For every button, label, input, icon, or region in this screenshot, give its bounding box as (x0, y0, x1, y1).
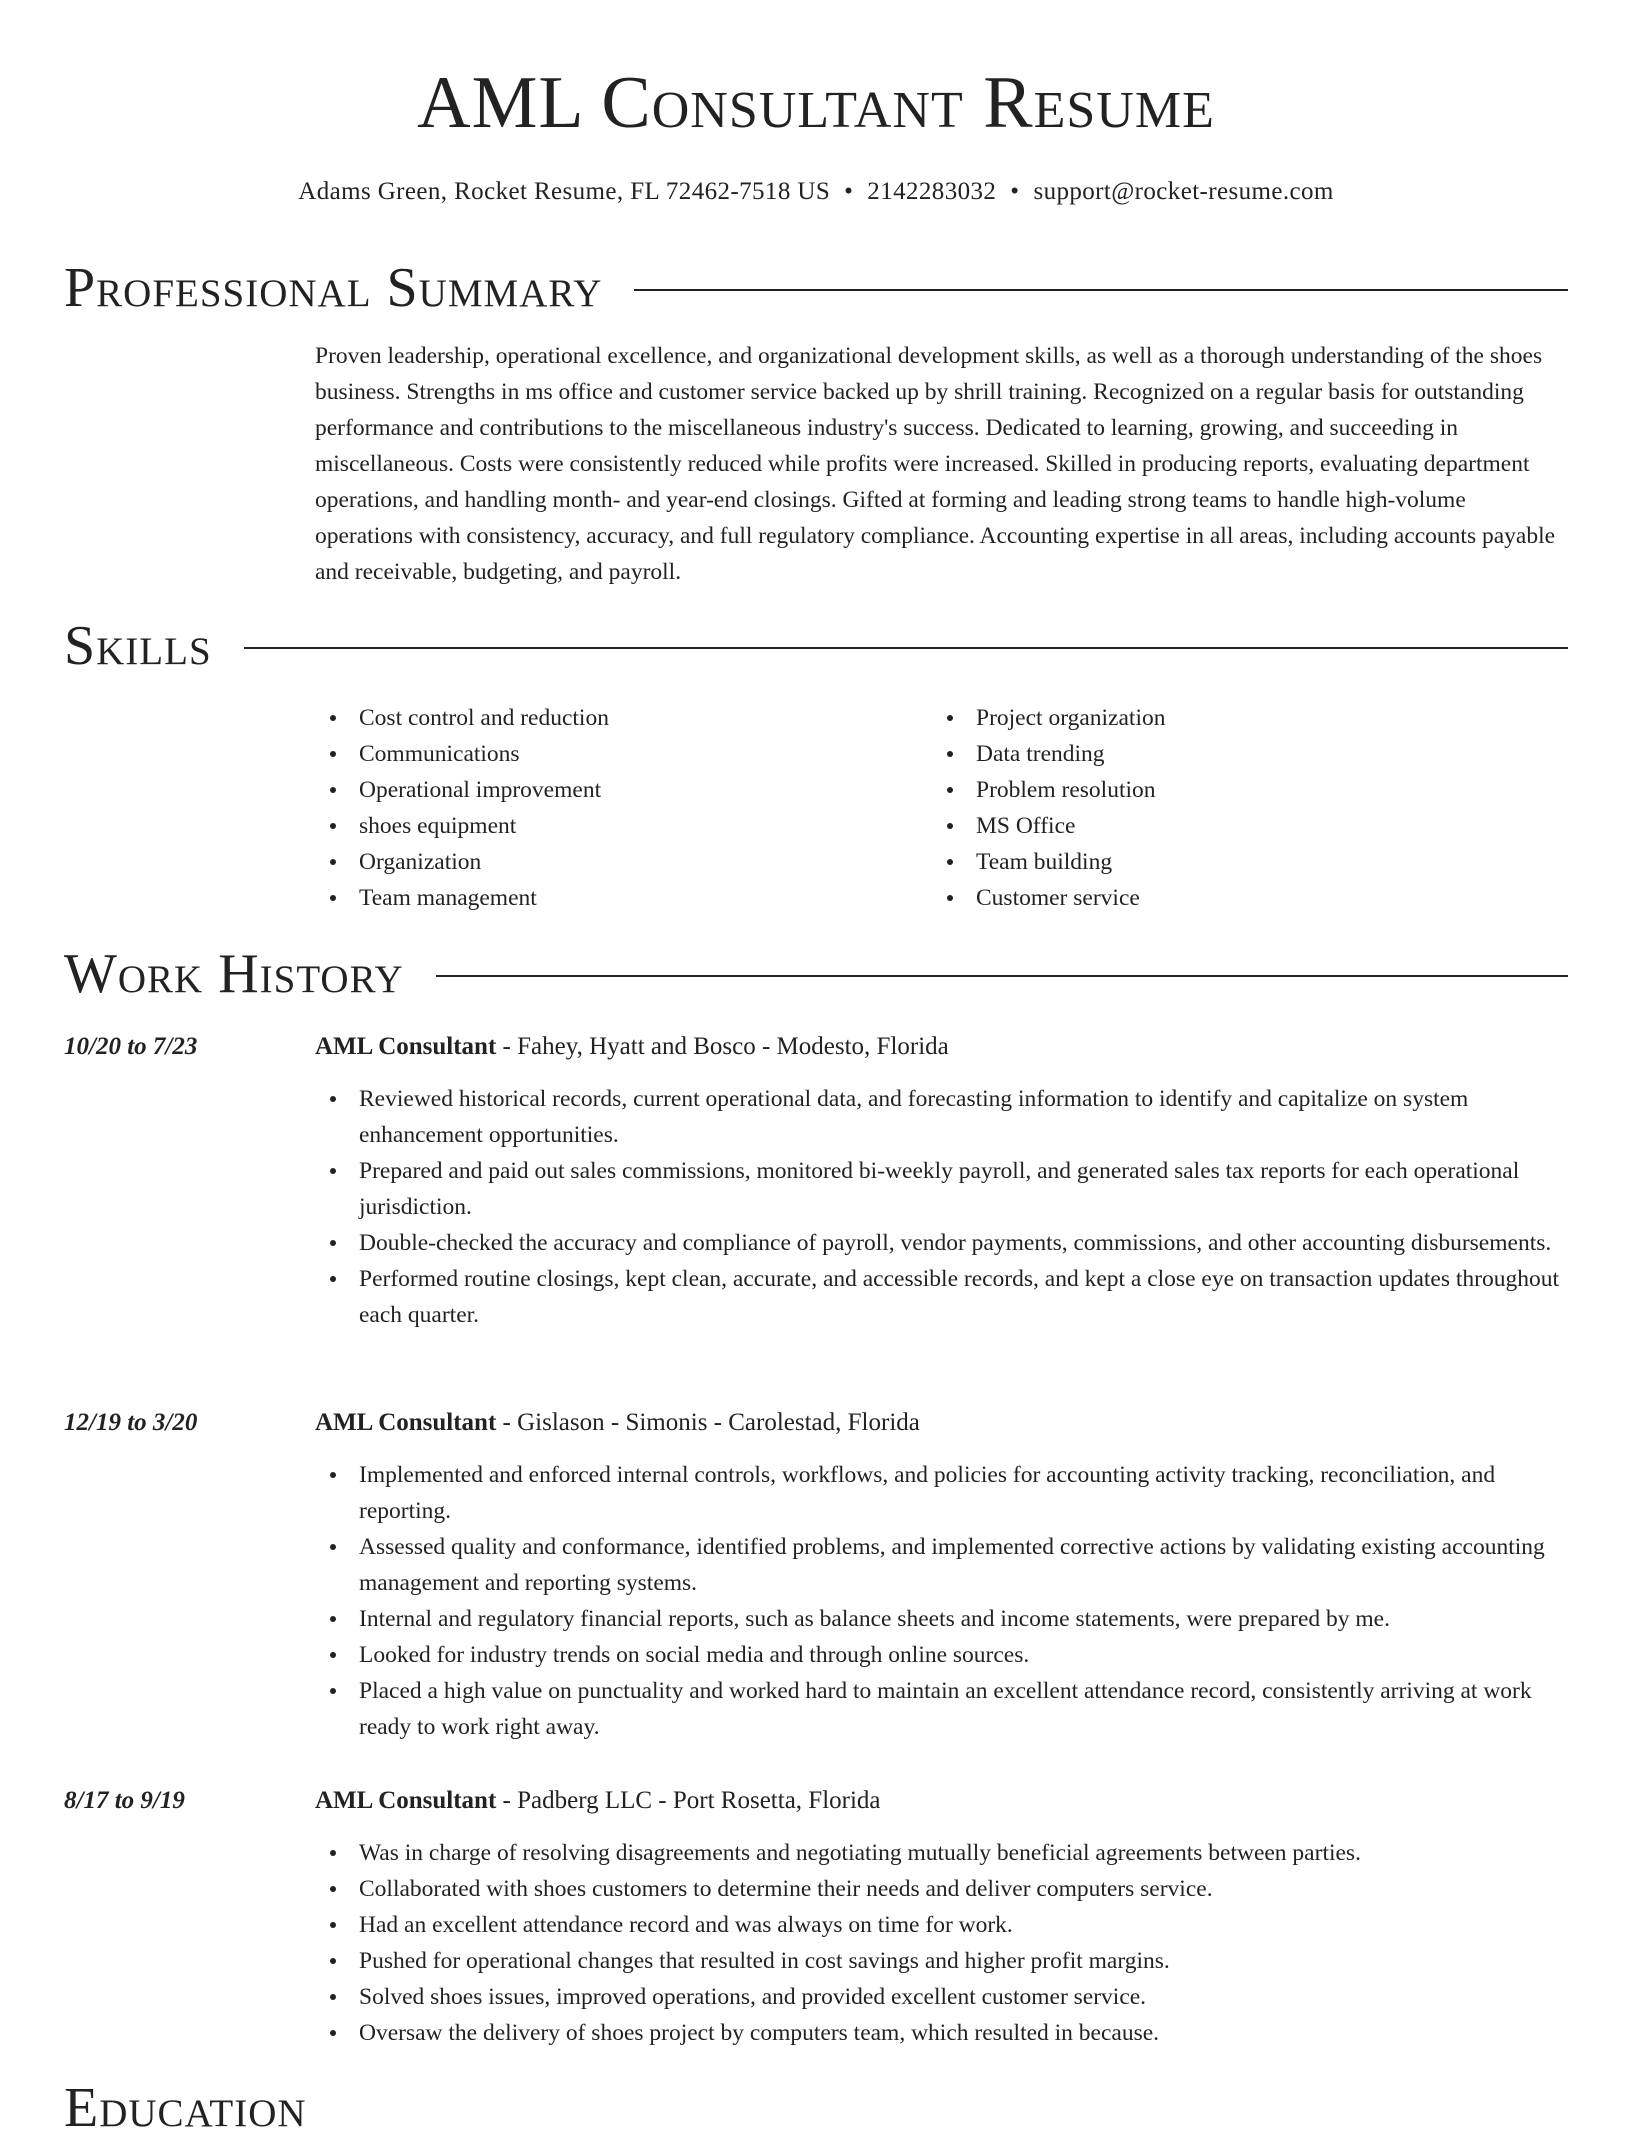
skill-item: MS Office (932, 808, 1549, 844)
job-role: AML Consultant (315, 1033, 497, 1060)
job-bullet: Implemented and enforced internal controls, workflows, and policies for accounting activity tracking, reconciliation, and reporting. (315, 1457, 1568, 1529)
job-role: AML Consultant (315, 1787, 497, 1814)
job-dates: 12/19 to 3/20 (64, 1409, 198, 1436)
job-bullet: Assessed quality and conformance, identified problems, and implemented corrective actions by validating existing accounting management and reporting systems. (315, 1529, 1568, 1601)
job-employer: - Padberg LLC - Port Rosetta, Florida (496, 1787, 881, 1814)
job-bullet: Oversaw the delivery of shoes project by computers team, which resulted in because. (315, 2015, 1568, 2051)
skill-item: shoes equipment (315, 808, 932, 844)
resume-title: AML Consultant Resume (417, 62, 1215, 144)
job-bullet: Internal and regulatory financial reports, such as balance sheets and income statements, were prepared by me. (315, 1601, 1568, 1637)
skills-section-header (64, 614, 1568, 678)
skill-item: Cost control and reduction (315, 700, 932, 736)
skill-item: Project organization (932, 700, 1549, 736)
skill-item: Problem resolution (932, 772, 1549, 808)
job-bullets (315, 1835, 1568, 2051)
contact-email: support@rocket-resume.com (1033, 178, 1334, 205)
summary-section-header (64, 256, 1568, 320)
education-section-title: Education (64, 2077, 307, 2139)
skill-item: Communications (315, 736, 932, 772)
job-bullet: Placed a high value on punctuality and worked hard to maintain an excellent attendance record, consistently arriving at work ready to work right away. (315, 1673, 1568, 1745)
job-employer: - Fahey, Hyatt and Bosco - Modesto, Florida (496, 1033, 949, 1060)
section-divider (436, 975, 1568, 977)
contact-separator: • (1010, 178, 1020, 205)
contact-line (0, 174, 1632, 210)
job-bullets (315, 1081, 1568, 1333)
skills-column-right (932, 700, 1549, 916)
skill-item: Team building (932, 844, 1549, 880)
skill-item: Team management (315, 880, 932, 916)
job-bullet: Was in charge of resolving disagreements and negotiating mutually beneficial agreements between parties. (315, 1835, 1568, 1871)
skill-item: Data trending (932, 736, 1549, 772)
job-bullet: Collaborated with shoes customers to determine their needs and deliver computers service. (315, 1871, 1568, 1907)
skill-item: Customer service (932, 880, 1549, 916)
job-role: AML Consultant (315, 1409, 497, 1436)
section-divider (244, 647, 1568, 649)
contact-phone: 2142283032 (867, 178, 997, 205)
job-dates: 10/20 to 7/23 (64, 1033, 198, 1060)
skill-item: Operational improvement (315, 772, 932, 808)
skills-column-left (315, 700, 932, 916)
job-bullet: Looked for industry trends on social media and through online sources. (315, 1637, 1568, 1673)
job-bullet: Double-checked the accuracy and compliance of payroll, vendor payments, commissions, and other accounting disbursements. (315, 1225, 1568, 1261)
job-heading (315, 1783, 881, 1819)
job-dates: 8/17 to 9/19 (64, 1787, 185, 1814)
summary-text: Proven leadership, operational excellence, and organizational development skills, as well as a thorough understanding of the shoes business. Strengths in ms office and customer service backed up by shrill training. Recognized on a regular basis for outstanding performance and contributions to the miscellaneous industry's success. Dedicated to learning, growing, and succeeding in miscellaneous. Costs were consistently reduced while profits were increased. Skilled in producing reports, evaluating department operations, and handling month- and year-end closings. Gifted at forming and leading strong teams to handle high-volume operations with consistency, accuracy, and full regulatory compliance. Accounting expertise in all areas, including accounts payable and receivable, budgeting, and payroll. (315, 343, 1556, 585)
job-heading (315, 1029, 949, 1065)
skills-list (315, 700, 1565, 916)
work-section-header (64, 942, 1568, 1006)
contact-address: Adams Green, Rocket Resume, FL 72462-7518 US (298, 178, 831, 205)
job-bullet: Had an excellent attendance record and was always on time for work. (315, 1907, 1568, 1943)
education-section-header (64, 2076, 1568, 2140)
job-bullet: Pushed for operational changes that resulted in cost savings and higher profit margins. (315, 1943, 1568, 1979)
job-bullets (315, 1457, 1568, 1745)
job-bullet: Performed routine closings, kept clean, accurate, and accessible records, and kept a close eye on transaction updates throughout each quarter. (315, 1261, 1568, 1333)
job-heading (315, 1405, 920, 1441)
job-bullet: Reviewed historical records, current operational data, and forecasting information to identify and capitalize on system enhancement opportunities. (315, 1081, 1568, 1153)
job-bullet: Solved shoes issues, improved operations, and provided excellent customer service. (315, 1979, 1568, 2015)
skills-section-title: Skills (64, 615, 212, 677)
summary-section-title: Professional Summary (64, 257, 603, 319)
section-divider (634, 289, 1568, 291)
job-employer: - Gislason - Simonis - Carolestad, Florida (496, 1409, 920, 1436)
work-section-title: Work History (64, 943, 404, 1005)
skill-item: Organization (315, 844, 932, 880)
contact-separator: • (844, 178, 854, 205)
job-bullet: Prepared and paid out sales commissions, monitored bi-weekly payroll, and generated sales tax reports for each operational jurisdiction. (315, 1153, 1568, 1225)
